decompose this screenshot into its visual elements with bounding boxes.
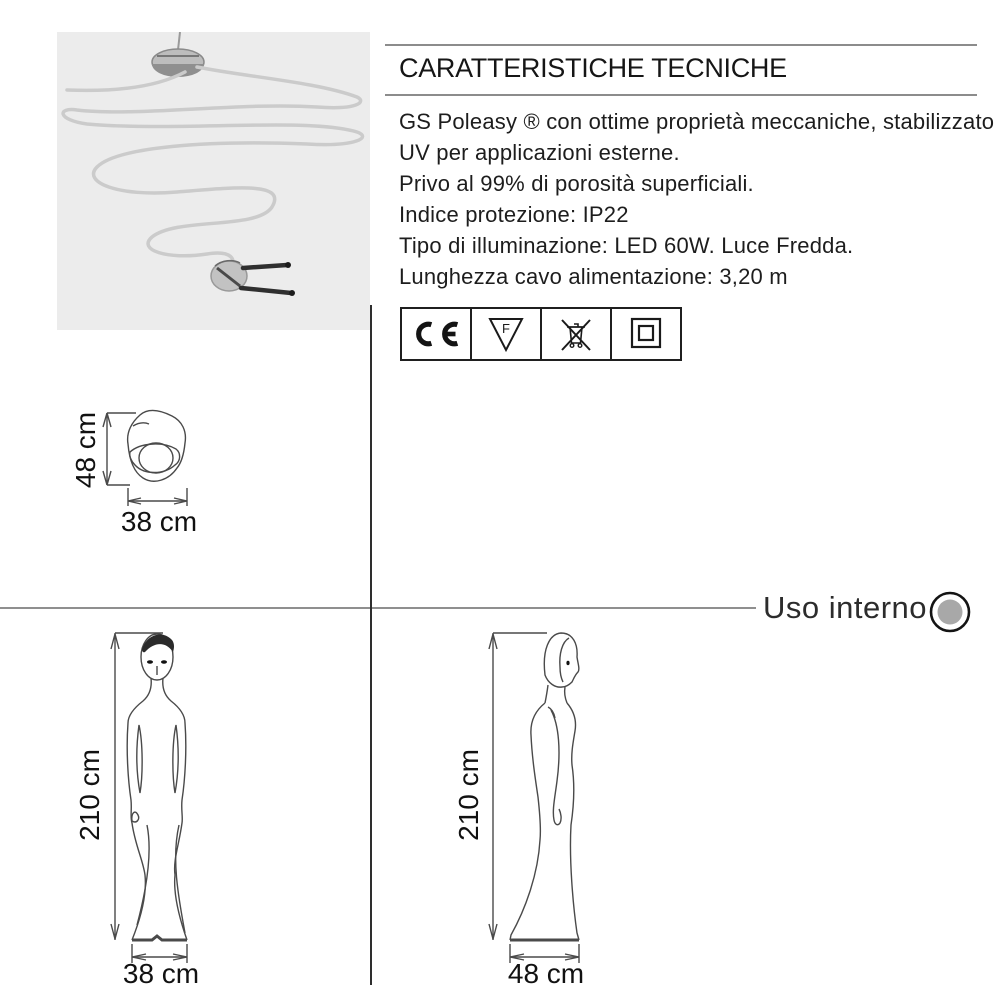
front-height-label: 210 cm	[74, 749, 105, 841]
spec-line: Tipo di illuminazione: LED 60W. Luce Fredda.	[399, 233, 854, 258]
header-top-rule	[385, 44, 977, 46]
svg-text:F: F	[502, 321, 510, 336]
power-cord-illustration	[57, 32, 370, 330]
page-title: CARATTERISTICHE TECNICHE	[399, 53, 787, 83]
spec-line: GS Poleasy ® con ottime proprietà meccaniche, stabilizzato	[399, 109, 995, 134]
weee-crossed-bin-icon	[540, 309, 610, 359]
side-height-label: 210 cm	[453, 749, 484, 841]
spec-line: Indice protezione: IP22	[399, 202, 629, 227]
technical-specs	[399, 106, 995, 292]
power-cord-photo	[57, 32, 370, 330]
certification-strip	[400, 307, 682, 361]
usage-label: Uso interno	[763, 590, 928, 625]
ce-mark-icon	[402, 309, 470, 359]
side-width-label: 48 cm	[507, 958, 585, 989]
horizontal-divider	[0, 607, 756, 609]
header-bottom-rule	[385, 94, 977, 96]
front-width-label: 38 cm	[122, 958, 200, 989]
head-width-label: 38 cm	[120, 506, 198, 537]
f-in-triangle-icon	[470, 309, 540, 359]
class-ii-double-insulation-icon	[610, 309, 680, 359]
front-view-drawing	[95, 625, 235, 970]
vertical-divider	[370, 305, 372, 985]
head-height-label: 48 cm	[70, 411, 101, 489]
indoor-use-indicator-icon	[927, 589, 973, 635]
spec-line: Lunghezza cavo alimentazione: 3,20 m	[399, 264, 788, 289]
spec-line: UV per applicazioni esterne.	[399, 140, 680, 165]
spec-line: Privo al 99% di porosità superficiali.	[399, 171, 754, 196]
